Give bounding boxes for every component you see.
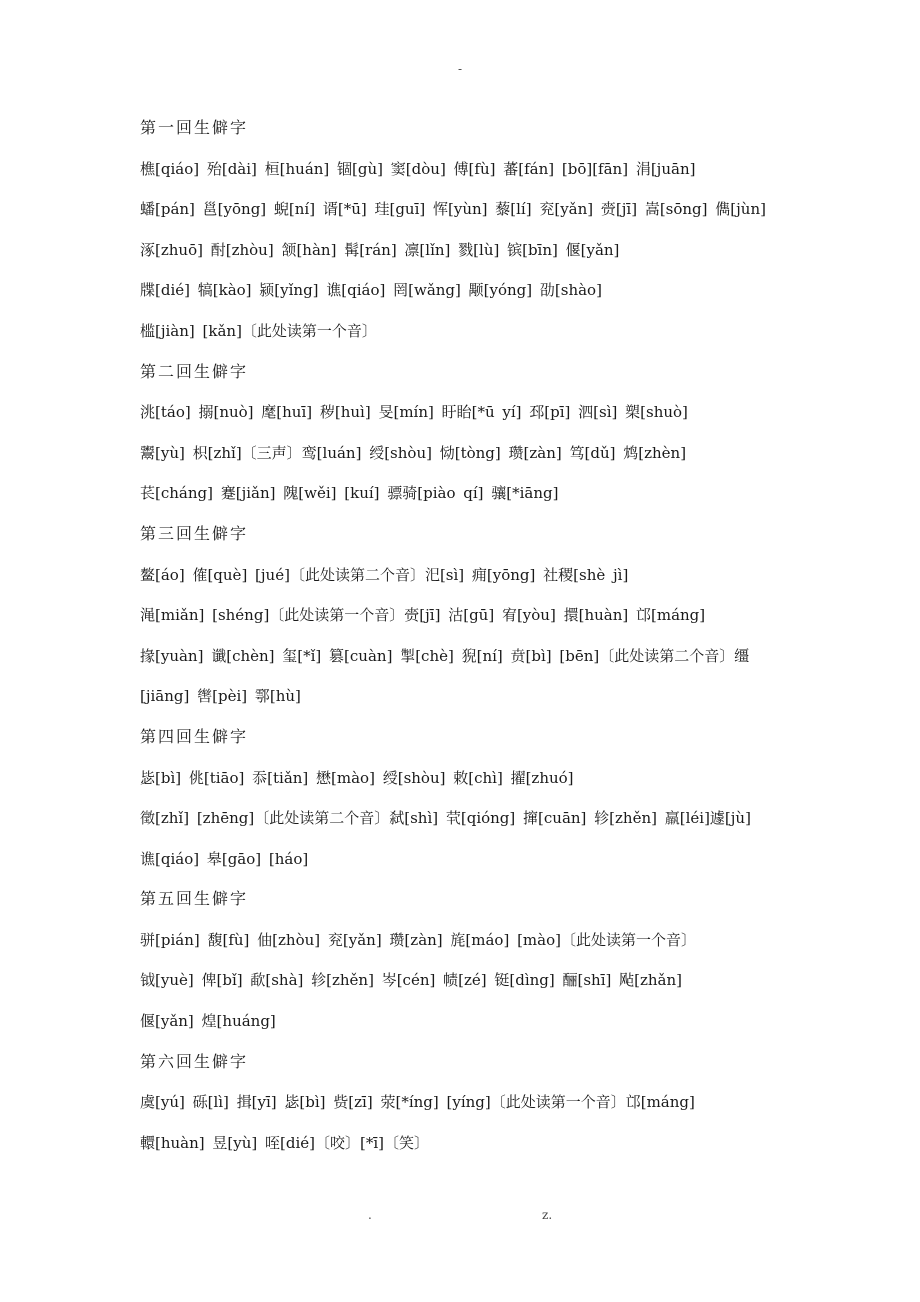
- character-line: 苌[cháng] 蹇[jiǎn] 隗[wěi] [kuí] 骠骑[piào qí] 骧[*iāng]: [140, 484, 559, 503]
- chapter-heading: 第五回生僻字: [140, 889, 249, 909]
- character-line: 蟠[pán] 邕[yōng] 蜺[ní] 谞[*ū] 珪[guī] 恽[yùn] 藜[lí] 兖[yǎn] 赍[jī] 嵩[sōng] 儁[jùn]: [140, 200, 766, 219]
- character-line: 鳌[áo] 傕[què] [jué]〔此处读第二个音〕汜[sì] 痈[yōng] 社稷[shè jì]: [140, 565, 629, 584]
- character-line: 涿[zhuō] 酎[zhòu] 颔[hàn] 髯[rán] 凛[lǐn] 戮[lù] 镔[bīn] 偃[yǎn]: [140, 240, 620, 259]
- footer-left-mark: .: [368, 1208, 372, 1222]
- character-line: 钺[yuè] 俾[bǐ] 歃[shà] 轸[zhěn] 岑[cén] 帻[zé] 铤[dìng] 酾[shī] 飐[zhǎn]: [140, 971, 682, 990]
- character-line: 偃[yǎn] 煌[huáng]: [140, 1012, 276, 1031]
- character-line: 轘[huàn] 昱[yù] 咥[dié]〔咬〕[*ī]〔笑〕: [140, 1133, 429, 1152]
- character-line: 洮[táo] 搦[nuò] 麾[huī] 秽[huì] 旻[mín] 盱眙[*ū yí] 邳[pī] 泗[sì] 槊[shuò]: [140, 403, 688, 422]
- character-line: 虞[yú] 砾[lì] 揖[yī] 毖[bì] 赀[zī] 荥[*íng] [yíng]〔此处读第一个音〕邙[máng]: [140, 1093, 695, 1112]
- footer-right-mark: z.: [542, 1208, 553, 1222]
- chapter-heading: 第二回生僻字: [140, 361, 249, 381]
- character-line: 渑[miǎn] [shéng]〔此处读第一个音〕赍[jī] 沽[gū] 宥[yòu] 擐[huàn] 邙[máng]: [140, 606, 706, 625]
- document-body: [140, 108, 800, 1163]
- character-line: 掾[yuàn] 谶[chèn] 玺[*ǐ] 篡[cuàn] 掣[chè] 猊[ní] 贲[bì] [bēn]〔此处读第二个音〕缰: [140, 646, 750, 665]
- chapter-heading: 第六回生僻字: [140, 1051, 249, 1071]
- character-line: 毖[bì] 佻[tiāo] 忝[tiǎn] 懋[mào] 绶[shòu] 敕[chì] 擢[zhuó]: [140, 768, 574, 787]
- character-line: 骈[pián] 馥[fù] 伷[zhòu] 兖[yǎn] 瓒[zàn] 旄[máo] [mào]〔此处读第一个音〕: [140, 930, 696, 949]
- chapter-heading: 第四回生僻字: [140, 726, 249, 746]
- character-line: 牒[dié] 犒[kào] 颍[yǐng] 谯[qiáo] 罔[wǎng] 颙[yóng] 劭[shào]: [140, 281, 602, 300]
- character-line: 鬻[yù] 枳[zhǐ]〔三声〕鸾[luán] 绶[shòu] 恸[tòng] 瓒[zàn] 笃[dǔ] 鸩[zhèn]: [140, 443, 687, 462]
- chapter-heading: 第一回生僻字: [140, 118, 249, 137]
- chapter-heading: 第三回生僻字: [140, 523, 249, 543]
- character-line: 徵[zhǐ] [zhēng]〔此处读第二个音〕弑[shì] 茕[qióng] 撺[cuān] 轸[zhěn] 羸[léi]遽[jù]: [140, 809, 751, 828]
- character-line: 樵[qiáo] 殆[dài] 桓[huán] 锢[gù] 窦[dòu] 傅[fù] 蕃[fán] [bō][fān] 涓[juān]: [140, 159, 696, 178]
- character-line: 槛[jiàn] [kǎn]〔此处读第一个音〕: [140, 321, 377, 340]
- page-header-mark: -: [457, 62, 463, 76]
- character-line: [jiāng] 辔[pèi] 鄠[hù]: [140, 687, 301, 706]
- page-footer: [0, 1208, 920, 1228]
- character-line: 谯[qiáo] 皋[gāo] [háo]: [140, 849, 309, 868]
